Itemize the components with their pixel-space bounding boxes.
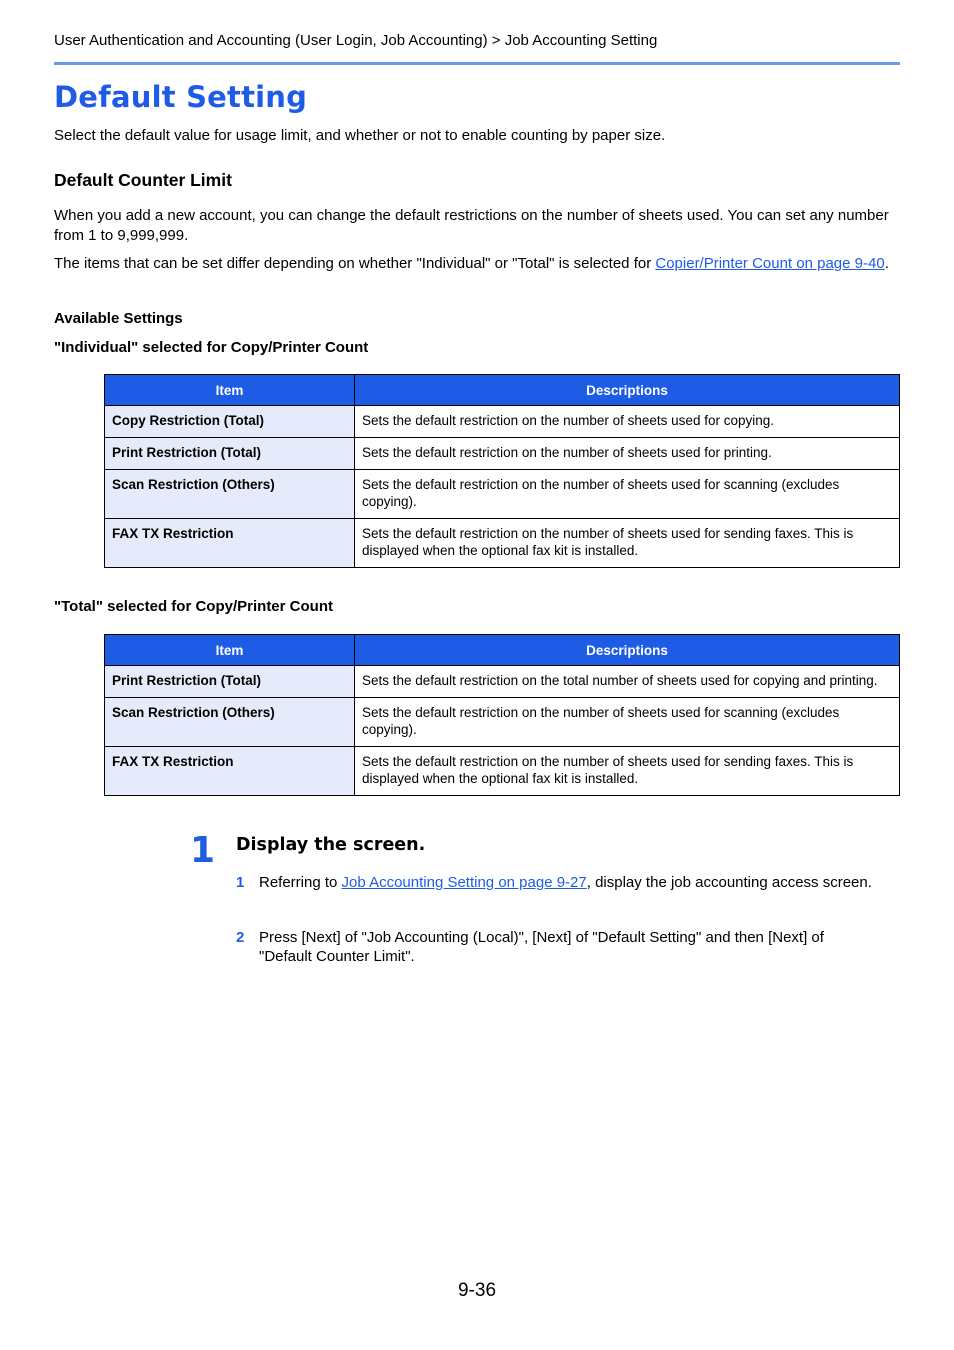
copier-printer-count-link[interactable]: Copier/Printer Count on page 9-40 [655,255,885,272]
step-number: 1 [190,830,216,871]
para2-text: The items that can be set differ depending on whether "Individual" or "Total" is selected for [54,255,656,272]
table-row [105,666,900,698]
step-title: Display the screen. [236,835,426,855]
table-row [105,470,900,519]
table-header-row [105,635,900,666]
description-cell: Sets the default restriction on the number of sheets used for copying. [355,406,900,438]
item-cell: Scan Restriction (Others) [105,698,355,747]
description-cell: Sets the default restriction on the number of sheets used for scanning (excludes copying). [355,470,900,519]
total-table-caption: "Total" selected for Copy/Printer Count [54,598,333,615]
item-cell: Print Restriction (Total) [105,438,355,470]
table-row [105,698,900,747]
intro-text: Select the default value for usage limit, and whether or not to enable counting by paper size. [54,127,666,144]
header-rule [54,62,900,65]
description-cell: Sets the default restriction on the number of sheets used for sending faxes. This is displayed when the optional fax kit is installed. [355,747,900,796]
descriptions-column-header: Descriptions [355,635,900,666]
substep-1 [236,873,876,892]
description-cell: Sets the default restriction on the total number of sheets used for copying and printing. [355,666,900,698]
breadcrumb: User Authentication and Accounting (User Login, Job Accounting) > Job Accounting Setting [54,32,658,49]
substep-text-before: Referring to [259,874,342,891]
section-heading: Default Counter Limit [54,170,232,190]
available-settings-heading: Available Settings [54,310,183,327]
substep-text-after: , display the job accounting access screen. [586,874,872,891]
table-row [105,406,900,438]
job-accounting-setting-link[interactable]: Job Accounting Setting on page 9-27 [341,874,587,891]
table-row [105,747,900,796]
description-cell: Sets the default restriction on the number of sheets used for sending faxes. This is displayed when the optional fax kit is installed. [355,519,900,568]
item-cell: FAX TX Restriction [105,747,355,796]
description-cell: Sets the default restriction on the number of sheets used for printing. [355,438,900,470]
table-row [105,438,900,470]
item-cell: Print Restriction (Total) [105,666,355,698]
item-column-header: Item [105,635,355,666]
section-para-1: When you add a new account, you can change the default restrictions on the number of sheets used. You can set any number from 1 to 9,999,999. [54,207,889,244]
description-cell: Sets the default restriction on the number of sheets used for scanning (excludes copying). [355,698,900,747]
substep-number: 2 [236,929,245,946]
item-cell: FAX TX Restriction [105,519,355,568]
page-title: Default Setting [54,80,308,114]
substep-text [259,873,876,892]
descriptions-column-header: Descriptions [355,375,900,406]
section-para-2 [54,254,902,274]
table-row [105,519,900,568]
substep-text: Press [Next] of "Job Accounting (Local)", [Next] of "Default Setting" and then [Next] of "Default Counter Limit". [259,929,824,965]
item-column-header: Item [105,375,355,406]
para2-end: . [884,255,889,272]
page-number: 9-36 [457,1280,497,1301]
individual-settings-table [104,374,900,568]
table-header-row [105,375,900,406]
substep-number: 1 [236,874,245,891]
substep-2 [236,928,876,966]
total-settings-table [104,634,900,796]
individual-table-caption: "Individual" selected for Copy/Printer Count [54,339,369,356]
item-cell: Copy Restriction (Total) [105,406,355,438]
item-cell: Scan Restriction (Others) [105,470,355,519]
